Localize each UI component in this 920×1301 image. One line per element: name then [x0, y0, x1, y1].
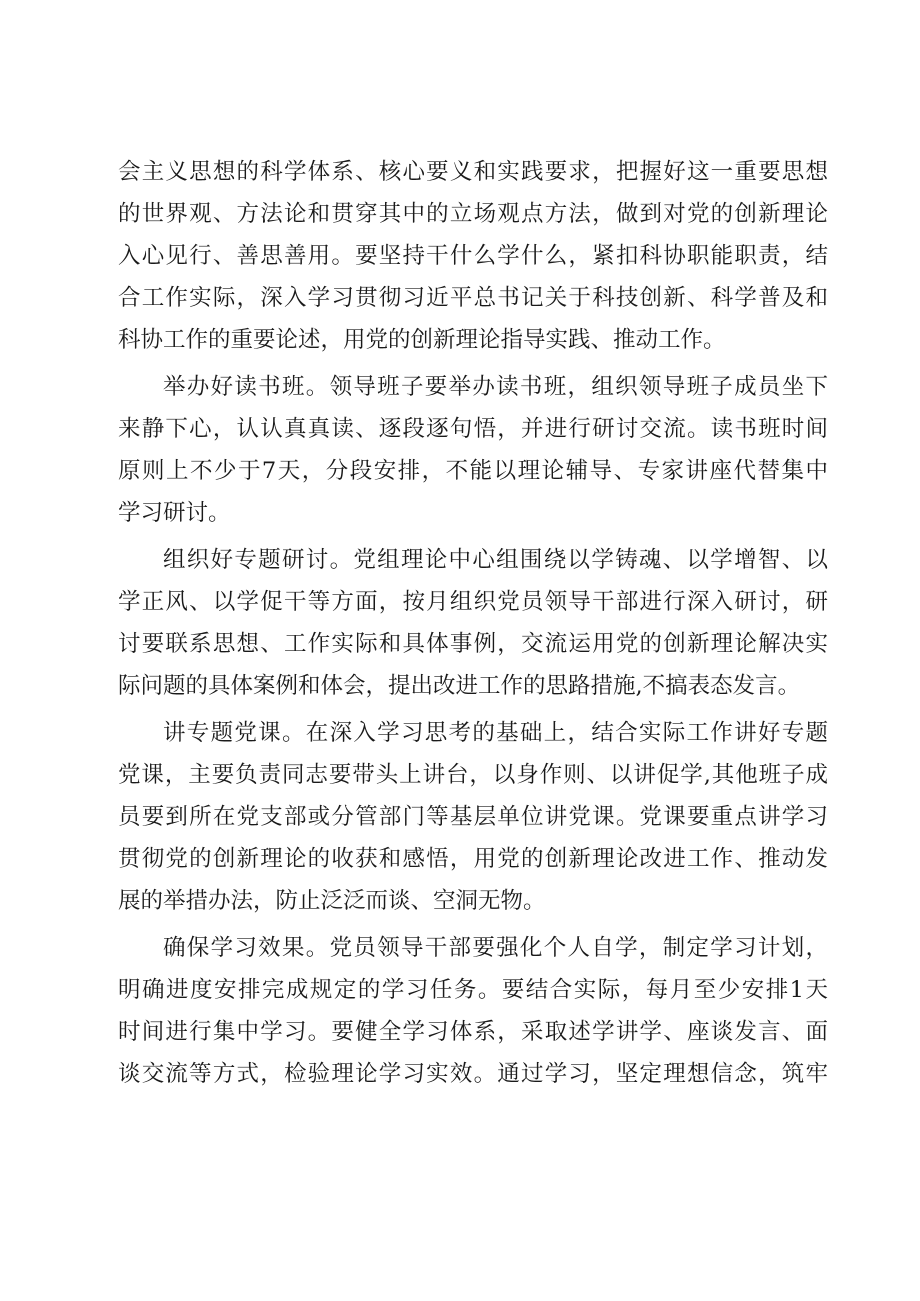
paragraph-party-lecture	[118, 714, 828, 920]
text-line: 合工作实际，深入学习贯彻习近平总书记关于科技创新、科学普及和	[118, 285, 828, 311]
paragraph-continuation	[118, 153, 828, 359]
text-line: 的世界观、方法论和贯穿其中的立场观点方法，做到对党的创新理论	[118, 201, 828, 227]
paragraph-seminar	[118, 541, 828, 705]
text-line: 入心见行、善思善用。要坚持干什么学什么，紧扣科协职能职责，结	[118, 243, 828, 269]
text-line: 讲专题党课。在深入学习思考的基础上，结合实际工作讲好专题	[163, 720, 828, 746]
text-line: 员要到所在党支部或分管部门等基层单位讲党课。党课要重点讲学习	[118, 804, 828, 830]
text-line: 时间进行集中学习。要健全学习体系，采取述学讲学、座谈发言、面	[118, 1019, 828, 1045]
text-line: 际问题的具体案例和体会，提出改进工作的思路措施,不搞表态发言。	[118, 673, 801, 699]
text-line: 党课，主要负责同志要带头上讲台，以身作则、以讲促学,其他班子成	[118, 762, 828, 788]
text-line: 会主义思想的科学体系、核心要义和实践要求，把握好这一重要思想	[118, 159, 828, 185]
text-line: 明确进度安排完成规定的学习任务。要结合实际，每月至少安排1天	[118, 977, 828, 1003]
text-line: 学正风、以学促干等方面，按月组织党员领导干部进行深入研讨，研	[118, 589, 828, 615]
text-line: 学习研讨。	[118, 500, 231, 526]
text-line: 讨要联系思想、工作实际和具体事例，交流运用党的创新理论解决实	[118, 631, 828, 657]
body-text	[118, 153, 828, 1097]
text-line: 举办好读书班。领导班子要举办读书班，组织领导班子成员坐下	[163, 374, 828, 400]
text-line: 来静下心，认认真真读、逐段逐句悟，并进行研讨交流。读书班时间	[118, 416, 828, 442]
text-line: 原则上不少于7天，分段安排，不能以理论辅导、专家讲座代替集中	[118, 458, 828, 484]
text-line: 展的举措办法，防止泛泛而谈、空洞无物。	[118, 888, 546, 914]
text-line: 确保学习效果。党员领导干部要强化个人自学，制定学习计划，	[163, 935, 828, 961]
paragraph-learning-effect	[118, 929, 828, 1093]
text-line: 贯彻党的创新理论的收获和感悟，用党的创新理论改进工作、推动发	[118, 846, 828, 872]
text-line: 组织好专题研讨。党组理论中心组围绕以学铸魂、以学增智、以	[163, 547, 828, 573]
paragraph-reading-class	[118, 368, 828, 532]
text-line: 科协工作的重要论述，用党的创新理论指导实践、推动工作。	[118, 327, 726, 353]
text-line: 谈交流等方式，检验理论学习实效。通过学习，坚定理想信念，筑牢	[118, 1061, 828, 1087]
